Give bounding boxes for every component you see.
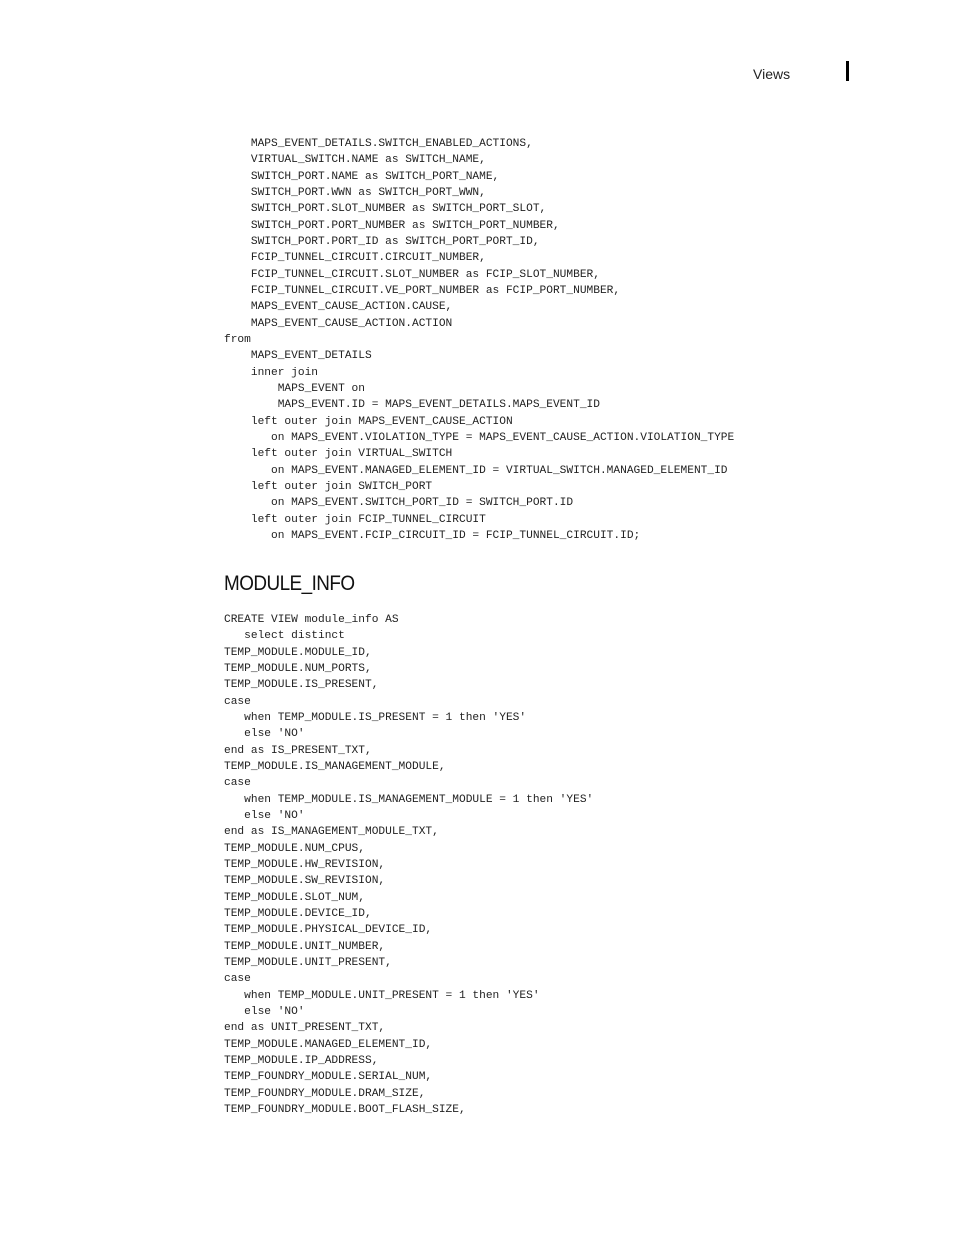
code-line: from <box>224 333 251 346</box>
code-line: TEMP_MODULE.NUM_CPUS, <box>224 842 365 855</box>
code-line: TEMP_MODULE.MODULE_ID, <box>224 646 372 659</box>
code-line: TEMP_MODULE.NUM_PORTS, <box>224 662 372 675</box>
code-line: else 'NO' <box>224 809 305 822</box>
code-line: MAPS_EVENT_CAUSE_ACTION.CAUSE, <box>224 301 453 314</box>
header-section-title: Views <box>753 66 791 82</box>
code-line: left outer join FCIP_TUNNEL_CIRCUIT <box>224 513 486 526</box>
code-line: on MAPS_EVENT.VIOLATION_TYPE = MAPS_EVENT_CAUSE_ACTION.VIOLATION_TYPE <box>224 431 735 444</box>
code-line: when TEMP_MODULE.IS_MANAGEMENT_MODULE = 1 then 'YES' <box>224 793 594 806</box>
code-line: TEMP_MODULE.IP_ADDRESS, <box>224 1054 379 1067</box>
code-line: left outer join SWITCH_PORT <box>224 480 433 493</box>
code-line: MAPS_EVENT_DETAILS <box>224 350 372 363</box>
code-line: left outer join MAPS_EVENT_CAUSE_ACTION <box>224 415 513 428</box>
header-bar-marker <box>846 61 849 81</box>
code-line: TEMP_FOUNDRY_MODULE.SERIAL_NUM, <box>224 1071 433 1084</box>
code-line: select distinct <box>224 630 345 643</box>
code-line: case <box>224 777 251 790</box>
code-line: FCIP_TUNNEL_CIRCUIT.CIRCUIT_NUMBER, <box>224 252 486 265</box>
code-line: else 'NO' <box>224 728 305 741</box>
code-line: TEMP_FOUNDRY_MODULE.BOOT_FLASH_SIZE, <box>224 1103 466 1116</box>
code-line: SWITCH_PORT.SLOT_NUMBER as SWITCH_PORT_SLOT, <box>224 203 547 216</box>
code-line: TEMP_MODULE.SW_REVISION, <box>224 875 386 888</box>
code-line: on MAPS_EVENT.MANAGED_ELEMENT_ID = VIRTUAL_SWITCH.MANAGED_ELEMENT_ID <box>224 464 728 477</box>
section-heading: MODULE_INFO <box>224 572 355 595</box>
code-line: end as IS_PRESENT_TXT, <box>224 744 372 757</box>
code-line: TEMP_MODULE.DEVICE_ID, <box>224 907 372 920</box>
code-block-module-info-view <box>224 612 593 1118</box>
code-line: left outer join VIRTUAL_SWITCH <box>224 448 453 461</box>
code-line: on MAPS_EVENT.SWITCH_PORT_ID = SWITCH_PORT.ID <box>224 497 574 510</box>
code-line: TEMP_MODULE.IS_PRESENT, <box>224 679 379 692</box>
code-line: TEMP_FOUNDRY_MODULE.DRAM_SIZE, <box>224 1087 426 1100</box>
code-line: on MAPS_EVENT.FCIP_CIRCUIT_ID = FCIP_TUNNEL_CIRCUIT.ID; <box>224 529 641 542</box>
code-line: VIRTUAL_SWITCH.NAME as SWITCH_NAME, <box>224 154 486 167</box>
code-line: SWITCH_PORT.WWN as SWITCH_PORT_WWN, <box>224 186 486 199</box>
code-line: end as UNIT_PRESENT_TXT, <box>224 1022 386 1035</box>
code-line: MAPS_EVENT.ID = MAPS_EVENT_DETAILS.MAPS_EVENT_ID <box>224 399 600 412</box>
code-line: SWITCH_PORT.NAME as SWITCH_PORT_NAME, <box>224 170 500 183</box>
code-line: TEMP_MODULE.PHYSICAL_DEVICE_ID, <box>224 924 433 937</box>
code-line: TEMP_MODULE.IS_MANAGEMENT_MODULE, <box>224 760 446 773</box>
code-line: SWITCH_PORT.PORT_ID as SWITCH_PORT_PORT_ID, <box>224 235 540 248</box>
code-line: TEMP_MODULE.SLOT_NUM, <box>224 891 365 904</box>
code-line: case <box>224 973 251 986</box>
code-line: end as IS_MANAGEMENT_MODULE_TXT, <box>224 826 439 839</box>
code-line: TEMP_MODULE.UNIT_PRESENT, <box>224 956 392 969</box>
code-line: when TEMP_MODULE.UNIT_PRESENT = 1 then 'YES' <box>224 989 540 1002</box>
code-line: inner join <box>224 366 318 379</box>
code-line: MAPS_EVENT_DETAILS.SWITCH_ENABLED_ACTIONS, <box>224 138 533 150</box>
code-line: CREATE VIEW module_info AS <box>224 614 399 626</box>
code-line: when TEMP_MODULE.IS_PRESENT = 1 then 'YES' <box>224 711 527 724</box>
code-line: TEMP_MODULE.MANAGED_ELEMENT_ID, <box>224 1038 433 1051</box>
code-line: TEMP_MODULE.HW_REVISION, <box>224 858 386 871</box>
code-line: else 'NO' <box>224 1005 305 1018</box>
code-block-maps-event-view <box>224 136 734 544</box>
code-line: TEMP_MODULE.UNIT_NUMBER, <box>224 940 386 953</box>
code-line: FCIP_TUNNEL_CIRCUIT.SLOT_NUMBER as FCIP_SLOT_NUMBER, <box>224 268 600 281</box>
code-line: MAPS_EVENT_CAUSE_ACTION.ACTION <box>224 317 453 330</box>
code-line: MAPS_EVENT on <box>224 382 365 395</box>
code-line: FCIP_TUNNEL_CIRCUIT.VE_PORT_NUMBER as FCIP_PORT_NUMBER, <box>224 284 621 297</box>
code-line: case <box>224 695 251 708</box>
code-line: SWITCH_PORT.PORT_NUMBER as SWITCH_PORT_NUMBER, <box>224 219 560 232</box>
